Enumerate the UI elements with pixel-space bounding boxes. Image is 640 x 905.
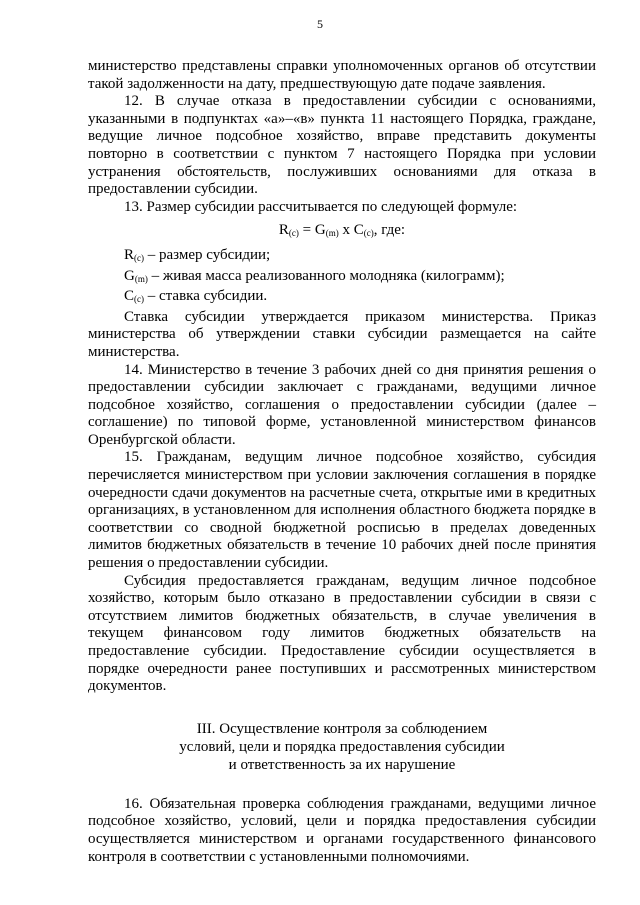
paragraph-subsidy: Субсидия предоставляется гражданам, ведущим личное подсобное хозяйство, которым было отказано в предоставлении субсидии в связи с отсутствием лимитов бюджетных обязательств, в случае увеличения в текущем финансовом году лимитов бюджетных обязательств на предоставление субсидии. Предоставление субсидии осуществляется в порядке очередности ранее поступивших и рассмотренных министерством документов. bbox=[88, 572, 596, 695]
formula-definition: $G_{(m)}$ – живая масса реализованного молодняка (килограмм); bbox=[124, 267, 505, 284]
subsidy-formula bbox=[88, 222, 596, 243]
paragraph-14: 14. Министерство в течение 3 рабочих дней со дня принятия решения о предоставлении субсидии заключает с гражданами, ведущими личное подсобное хозяйство, соглашения о предоставлении субсидии (далее – соглашение) по типовой форме, установленной министерством финансов Оренбургской области. bbox=[88, 361, 596, 448]
paragraph-rate: Ставка субсидии утверждается приказом министерства. Приказ министерства об утверждении ставки субсидии размещается на сайте министерства. bbox=[88, 308, 596, 360]
document-body bbox=[88, 58, 596, 866]
paragraph-13: 13. Размер субсидии рассчитывается по следующей формуле: bbox=[124, 198, 518, 215]
paragraph-continuation: министерство представлены справки уполномоченных органов об отсутствии такой задолженности на дату, предшествующую дате подаче заявления. bbox=[88, 58, 596, 92]
paragraph-15: 15. Гражданам, ведущим личное подсобное хозяйство, субсидия перечисляется министерством при условии заключения соглашения в порядке очередности сдачи документов на расчетные счета, открытые ими в кредитных организациях, в установленном для исполнения областного бюджета порядке в соответствии со сводной бюджетной росписью в пределах доведенных лимитов бюджетных обязательств в течение 10 рабочих дней после принятия решения о предоставлении субсидии. bbox=[88, 449, 596, 572]
page-number: 5 bbox=[317, 17, 323, 31]
formula-definition: $R_{(с)}$ – размер субсидии; bbox=[124, 246, 271, 263]
formula-times: x bbox=[338, 222, 354, 239]
formula-equals: = bbox=[298, 222, 315, 239]
formula-tail: , где: bbox=[373, 222, 406, 239]
formula-g-subscript: (m) bbox=[325, 228, 339, 239]
formula-r-subscript: (с) bbox=[288, 228, 299, 239]
paragraph-12: 12. В случае отказа в предоставлении субсидии с основаниями, указанными в подпунктах «а»–«в» пункта 11 настоящего Порядка, граждане, ведущие личное подсобное хозяйство, вправе представить документы повторно в соответствии с пунктом 7 настоящего Порядка при условии устранения обстоятельств, послуживших основаниями для отказа в предоставлении субсидии. bbox=[88, 93, 596, 198]
formula-r: R bbox=[278, 222, 289, 239]
paragraph-16: 16. Обязательная проверка соблюдения гражданами, ведущими личное подсобное хозяйство, условий, цели и порядка предоставления субсидии осуществляется министерством и органами государственного финансового контроля в соответствии с установленными полномочиями. bbox=[88, 795, 596, 865]
section-title: III. Осуществление контроля за соблюдением условий, цели и порядка предоставления субсидии и ответственность за их нарушение bbox=[179, 720, 505, 773]
formula-c: C bbox=[353, 222, 364, 239]
formula-g: G bbox=[314, 222, 326, 239]
formula-c-subscript: (с) bbox=[363, 228, 374, 239]
formula-definition: $C_{(с)}$ – ставка субсидии. bbox=[124, 288, 268, 305]
